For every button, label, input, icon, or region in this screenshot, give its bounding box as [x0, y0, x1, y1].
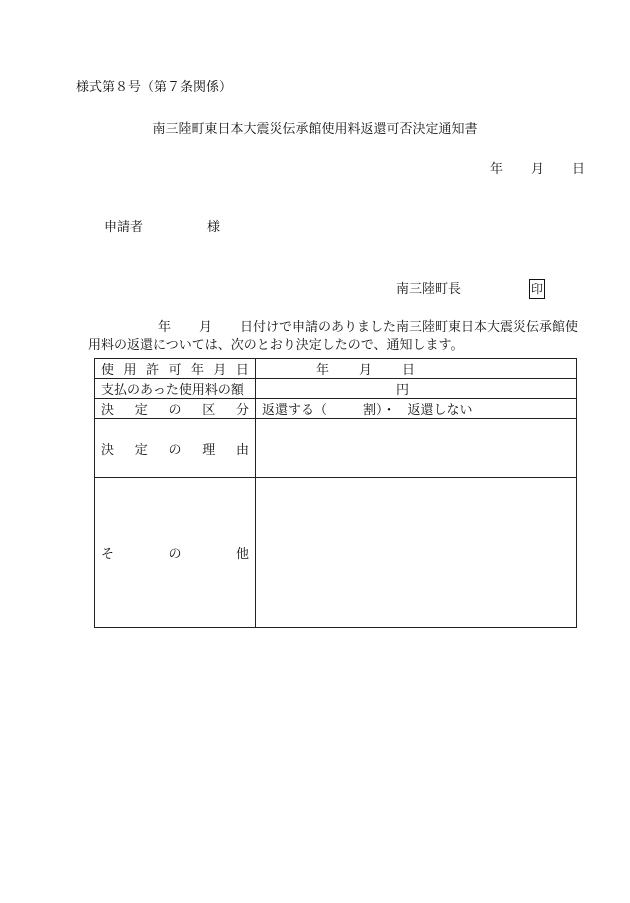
table-label-cell — [95, 399, 256, 419]
document-title: 南三陸町東日本大震災伝承館使用料返還可否決定通知書 — [152, 122, 478, 137]
seal-mark: 印 — [529, 279, 545, 299]
permit-date-value-cell — [256, 359, 577, 379]
permit-month: 月 — [359, 363, 373, 378]
applicant-honorific: 様 — [207, 220, 221, 235]
applicant-label: 申請者 — [104, 220, 144, 235]
option-return-ratio-unit: 割）・ — [363, 403, 396, 418]
issuer-name: 南三陸町長 — [396, 282, 462, 297]
table-row — [95, 399, 577, 419]
date-year: 年 — [490, 162, 504, 177]
table-row — [95, 478, 577, 628]
date-line — [490, 162, 585, 178]
form-number: 様式第８号（第７条関係） — [76, 80, 233, 95]
body-line-1-rest: 日付けで申請のありました南三陸町東日本大震災伝承館使 — [240, 320, 579, 335]
table-label-cell — [95, 419, 256, 478]
fee-label: 支払のあった使用料の額 — [95, 379, 256, 399]
body-line-1 — [88, 319, 578, 337]
body-month: 月 — [199, 320, 213, 335]
permit-date-label: 使 用 許 可 年 月 日 — [101, 363, 249, 378]
table-label-cell — [95, 478, 256, 628]
permit-year: 年 — [316, 363, 330, 378]
fee-value-cell — [256, 379, 577, 399]
date-day: 日 — [572, 162, 586, 177]
fee-unit: 円 — [396, 383, 410, 398]
permit-day: 日 — [402, 363, 416, 378]
decision-reason-value-cell — [256, 419, 577, 478]
decision-type-value-cell — [256, 399, 577, 419]
decision-reason-label: 決 定 の 理 由 — [101, 442, 249, 458]
date-month: 月 — [531, 162, 545, 177]
decision-table — [94, 358, 577, 628]
body-text — [88, 319, 578, 355]
table-label-cell — [95, 359, 256, 379]
table-row — [95, 419, 577, 478]
decision-type-label: 決 定 の 区 分 — [101, 403, 249, 418]
applicant-line — [104, 220, 220, 236]
other-value-cell — [256, 478, 577, 628]
option-no-return: 返還しない — [407, 403, 473, 418]
table-row — [95, 359, 577, 379]
body-year: 年 — [158, 320, 172, 335]
option-return: 返還する（ — [262, 403, 328, 418]
table-row — [95, 379, 577, 399]
other-label: そ の 他 — [101, 547, 249, 562]
body-line-2: 用料の返還については、次のとおり決定したので、通知します。 — [88, 338, 464, 353]
